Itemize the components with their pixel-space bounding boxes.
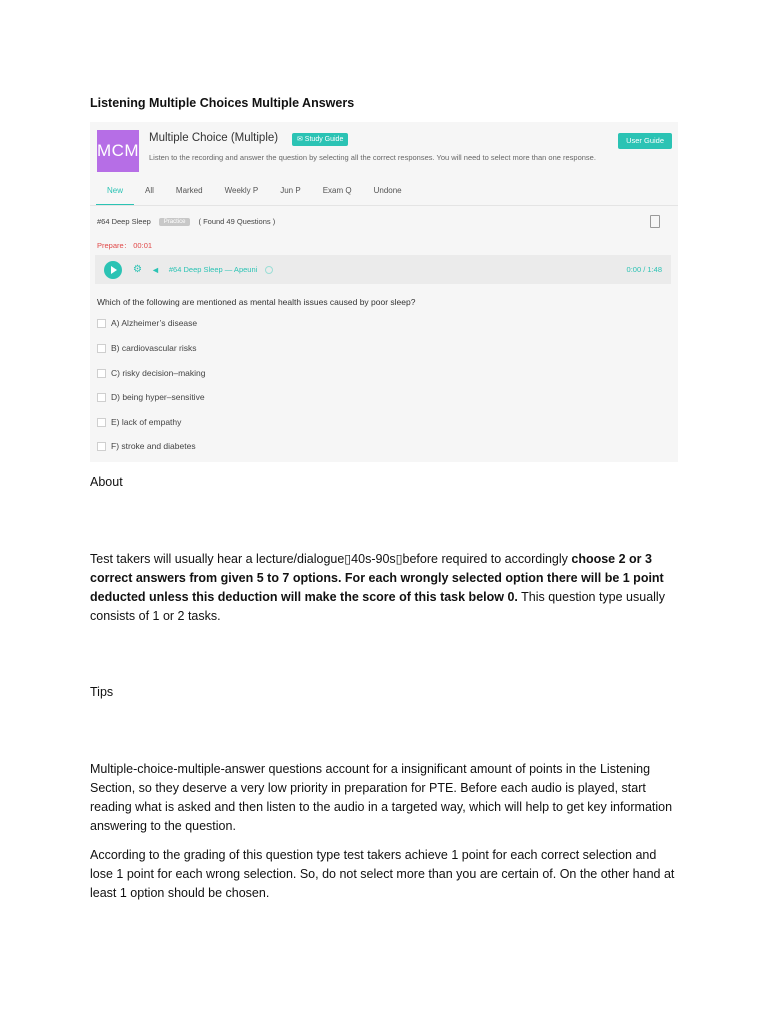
option-d[interactable] [97, 392, 205, 402]
tabs-divider [90, 205, 678, 206]
option-label: E) lack of empathy [111, 417, 182, 427]
option-label: F) stroke and diabetes [111, 441, 196, 451]
tab-exam-q[interactable]: Exam Q [322, 186, 352, 195]
practice-badge: Practice [159, 218, 191, 226]
panel-description: Listen to the recording and answer the question by selecting all the correct responses. You will need to select more than one response. [149, 153, 596, 162]
tips-paragraph-1: Multiple-choice-multiple-answer questions account for a insignificant amount of points in the Listening Section, so they deserve a very low priority in preparation for PTE. Before each audio is played, start reading what is asked and then listen to the audio in a targeted way, which will help to get key information answering to the question. [90, 762, 673, 833]
option-a[interactable] [97, 318, 197, 328]
option-label: B) cardiovascular risks [111, 343, 197, 353]
question-text: Which of the following are mentioned as mental health issues caused by poor sleep? [97, 297, 416, 307]
tab-undone[interactable]: Undone [373, 186, 402, 195]
tab-all[interactable]: All [145, 186, 154, 195]
prepare-timer: Prepare： 00:01 [97, 241, 153, 250]
checkbox-icon[interactable] [97, 319, 106, 328]
tips-heading: Tips [90, 685, 114, 699]
about-paragraph [90, 550, 680, 626]
checkbox-icon[interactable] [97, 344, 106, 353]
play-button[interactable] [104, 261, 122, 279]
document-title: Listening Multiple Choices Multiple Answers [90, 96, 355, 110]
checkbox-icon[interactable] [97, 418, 106, 427]
option-label: C) risky decision–making [111, 368, 206, 378]
tab-new[interactable]: New [96, 182, 134, 206]
study-guide-button[interactable]: ✉ Study Guide [292, 133, 348, 146]
about-text-end: This question type usually consists of 1 or 2 tasks. [90, 590, 665, 623]
question-id: #64 Deep Sleep [97, 217, 151, 226]
bookmark-icon[interactable] [650, 215, 660, 228]
audio-player [95, 255, 671, 284]
about-text-start: Test takers will usually hear a lecture/dialogue▯40s-90s▯before required to accordingly [90, 552, 572, 566]
option-label: A) Alzheimer’s disease [111, 318, 198, 328]
mcm-logo: MCM [97, 130, 139, 172]
play-icon [111, 266, 117, 274]
option-b[interactable] [97, 343, 197, 353]
tips-paragraph-2: According to the grading of this question type test takers achieve 1 point for each correct selection and lose 1 point for each wrong selection. So, do not select more than you are certain of. On the other hand at least 1 option should be chosen. [90, 848, 675, 900]
question-meta [97, 217, 275, 226]
tab-marked[interactable]: Marked [175, 186, 203, 195]
tab-jun-p[interactable]: Jun P [280, 186, 301, 195]
gear-icon[interactable]: ⚙ [133, 264, 142, 275]
checkbox-icon[interactable] [97, 369, 106, 378]
seek-handle[interactable] [265, 266, 273, 274]
checkbox-icon[interactable] [97, 393, 106, 402]
filter-tabs [96, 182, 413, 204]
checkbox-icon[interactable] [97, 442, 106, 451]
tab-weekly-p[interactable]: Weekly P [224, 186, 259, 195]
track-time: 0:00 / 1:48 [626, 265, 662, 274]
about-text-bold: choose 2 or 3 correct answers from given 5 to 7 options. For each wrongly selected option there will be 1 point deducted unless this deduction will make the score of this task below 0. [90, 552, 664, 604]
about-heading: About [90, 475, 123, 489]
track-name: #64 Deep Sleep — Apeuni [168, 265, 258, 274]
option-c[interactable] [97, 368, 205, 378]
panel-title: Multiple Choice (Multiple) [149, 132, 279, 144]
user-guide-button[interactable]: User Guide [618, 133, 672, 149]
option-f[interactable] [97, 441, 196, 451]
option-label: D) being hyper–sensitive [111, 392, 205, 402]
found-count: ( Found 49 Questions ) [198, 217, 276, 226]
volume-icon[interactable]: ◄ [150, 264, 160, 275]
option-e[interactable] [97, 417, 181, 427]
question-screenshot-panel [90, 122, 678, 462]
